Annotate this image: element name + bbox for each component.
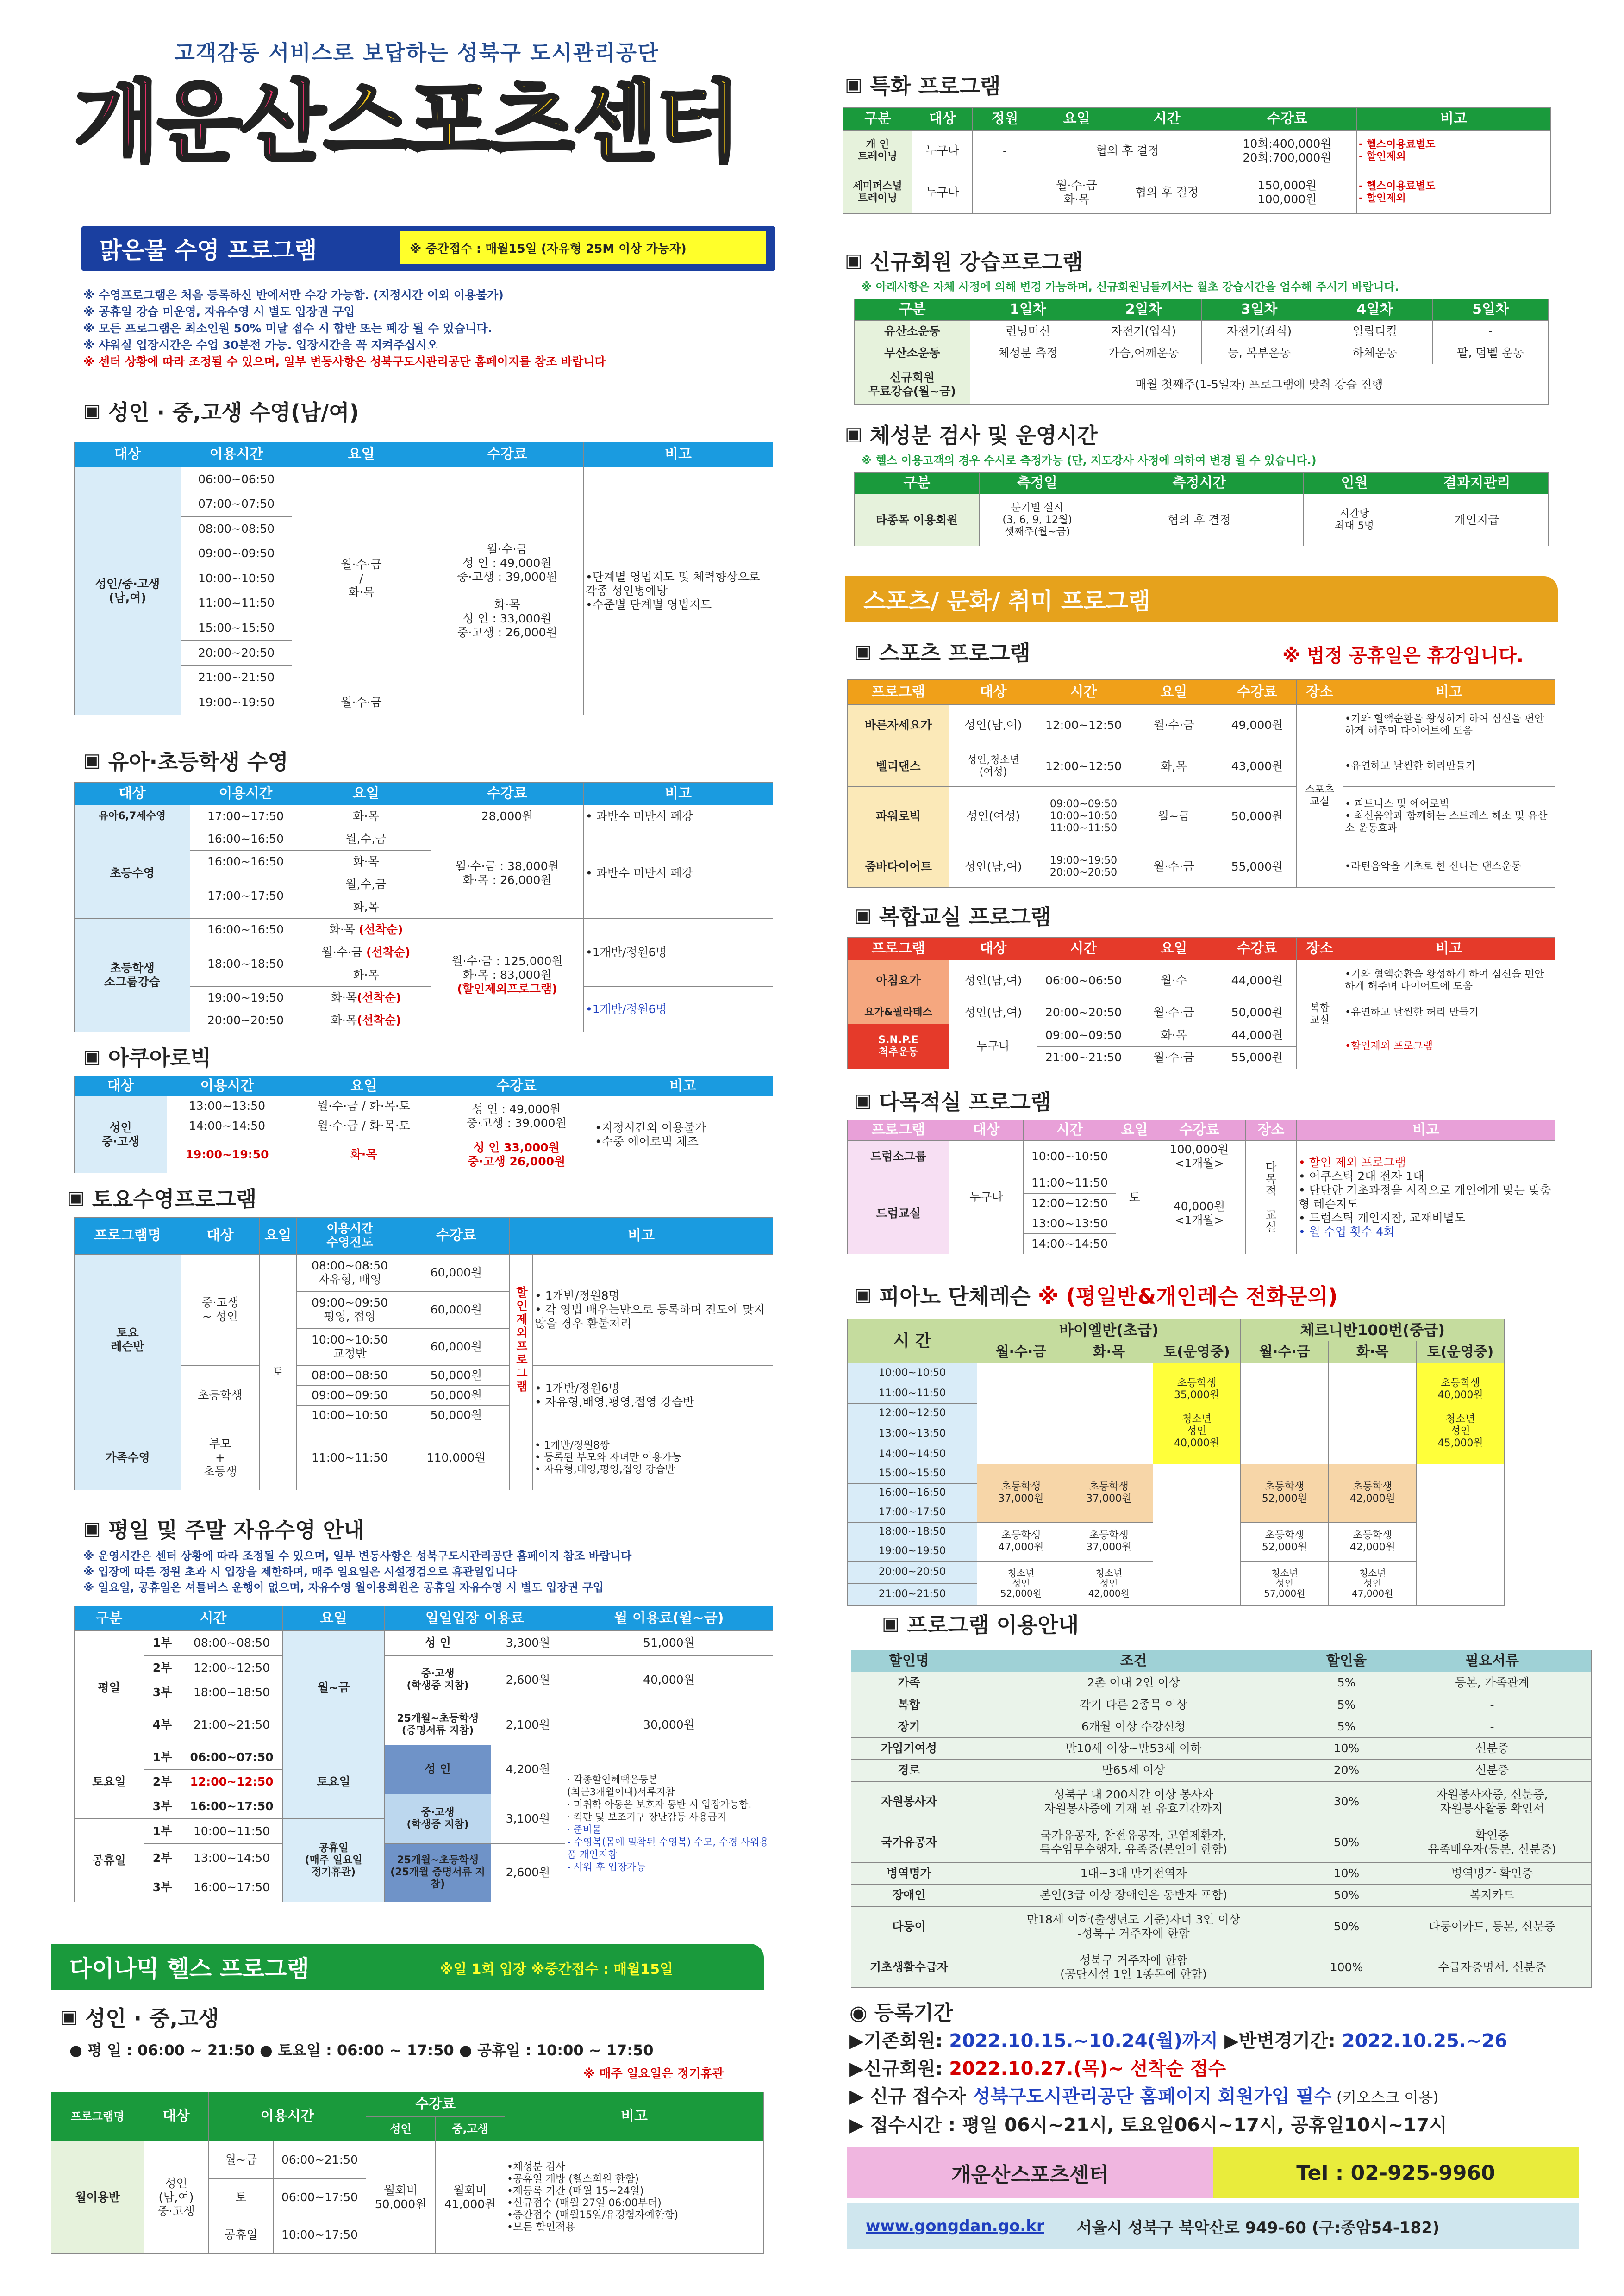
swim-notes: ※ 수영프로그램은 처음 등록하신 반에서만 수강 가능함. (지정시간 이외 이용불가) ※ 공휴일 강습 미운영, 자유수영 시 별도 입장권 구입 ※ 모든 프로그램은 최소인원 50% 미달 접수 시 합반 또는 폐강 될 수 있습니다. ※ 샤워실 입장시간은 수업 30분전 가능. 입장시간을 꼭 지켜주십시오 ※ 센터 상황에 따라 조정될 수 있으며, 일부 변동사항은 성북구도시관리공단 홈페이지를 참조 바랍니다 bbox=[83, 288, 606, 368]
holiday-note: ※ 법정 공휴일은 휴강입니다. bbox=[1282, 645, 1524, 666]
guide-table: 할인명 조건 할인율 필요서류 가족 2촌 이내 2인 이상 5% 등본, 가족관계 복합 각기 다른 2종목 이상 5% - 장기 6개월 이상 수강신청 5% - 가입기여성 만10세 이상~만53세 이하 10% 신분증 경로 만65세 이상 20% 신분증 자원봉사자 성북구 내 200시간 이상 봉사자 자원봉사증에 기재 된 유효기간까지 30% 자원봉사자증, 신분증, 자원봉사활동 확인서 국가유공자 국가유공자, 참전유공자, 고엽제환자, 특수임무수행자, 유족증(본인에 한함) 50% 확인증 유족배우자(등본, 신분증) 병역명가 1대~3대 만기전역자 10% 병역명가 확인증 장애인 본인(3급 이상 장애인은 동반자 포함) 50% 복지카드 다둥이 만18세 이하(출생년도 기준)자녀 3인 이상 -성북구 거주자에 한함 50% 다둥이카드, 등본, 신분증 기초생활수급자 성북구 거주자에 한함 (공단시설 1인 1종목에 한함) 100% 수급자증명서, 신분증 bbox=[851, 1650, 1592, 1988]
body-comp-note: ※ 헬스 이용고객의 경우 수시로 측정가능 (단, 지도강사 사정에 의하여 변경 될 수 있습니다.) bbox=[861, 454, 1317, 467]
adult-swim-table: 대상 이용시간 요일 수강료 비고 성인/중·고생 (남,여) 06:00~06:50 월·수·금 / 화·목 월·수·금 성 인 : 49,000원 중·고생 : 39,000원 화·목 성 인 : 33,000원 중·고생 : 26,000원 •단계별 영법지도 및 체력향상으로 각종 성인병예방 •수준별 단계별 영법지도 07:00~07:50 08:00~08:50 09:00~09:50 10:00~10:50 11:00~11:50 15:00~15:50 20:00~20:50 21:00~21:50 19:00~19:50 월·수·금 bbox=[74, 442, 773, 715]
section-sports: ▣ 스포츠 프로그램 bbox=[854, 641, 1031, 666]
section-piano: ▣ 피아노 단체레슨 ※ (평일반&개인레슨 전화문의) bbox=[854, 1284, 1338, 1309]
body-comp-table: 구분 측정일 측정시간 인원 결과지관리 타종목 이용회원 분기별 실시 (3, 6, 9, 12월) 셋째주(월~금) 협의 후 결정 시간당 최대 5명 개인지급 bbox=[854, 472, 1549, 546]
kids-swim-table: 대상 이용시간 요일 수강료 비고 유아6,7세수영 17:00~17:50 화·목 28,000원 • 과반수 미만시 폐강 초등수영 16:00~16:50 월,수,금 월·수·금 : 38,000원 화·목 : 26,000원 • 과반수 미만시 폐강 16:00~16:50 화·목 17:00~17:50 월,수,금 화,목 초등학생 소그룹강습 16:00~16:50 화·목 (선착순) 월·수·금 : 125,000원 화·목 : 83,000원 (할인제외프로그램) •1개반/정원6명 18:00~18:50 월·수·금 (선착순) 화·목 19:00~19:50 화·목(선착순) •1개반/정원6명 20:00~20:50 화·목(선착순) bbox=[74, 782, 773, 1032]
section-new-member: ▣ 신규회원 강습프로그램 bbox=[845, 249, 1083, 274]
special-table: 구분 대상 정원 요일 시간 수강료 비고 개 인 트레이닝 누구나 - 협의 후 결정 10회:400,000원 20회:700,000원 - 헬스이용료별도 - 할인제외 세미퍼스널 트레이닝 누구나 - 월·수·금 화·목 협의 후 결정 150,000원 100,000원 - 헬스이용료별도 - 할인제외 bbox=[843, 107, 1551, 214]
section-aquarobic: ▣ 아쿠아로빅 bbox=[83, 1045, 211, 1070]
health-program-bar: 다이나믹 헬스 프로그램 ※일 1회 입장 ※중간접수 : 매월15일 bbox=[51, 1944, 764, 1990]
culture-program-bar: 스포츠/ 문화/ 취미 프로그램 bbox=[845, 576, 1558, 622]
section-special: ▣ 특화 프로그램 bbox=[845, 74, 1001, 99]
section-multi: ▣ 다목적실 프로그램 bbox=[854, 1089, 1051, 1114]
footer-website-link[interactable]: www.gongdan.go.kr bbox=[866, 2217, 1044, 2235]
header-subtitle: 고객감동 서비스로 보답하는 성북구 도시관리공단 bbox=[174, 40, 659, 65]
footer-address-bar bbox=[847, 2203, 1579, 2249]
aquarobic-table: 대상 이용시간 요일 수강료 비고 성인 중·고생 13:00~13:50 월·수·금 / 화·목·토 성 인 : 49,000원 중·고생 : 39,000원 •지정시간외 이용불가 •수중 에어로빅 체조 14:00~14:50 월·수·금 / 화·목·토 19:00~19:50 화·목 성 인 33,000원 중·고생 26,000원 bbox=[74, 1076, 773, 1173]
section-adult-swim: ▣ 성인 · 중,고생 수영(남/여) bbox=[83, 400, 359, 425]
swim-badge: ※ 중간접수 : 매월15일 (자유형 25M 이상 가능자) bbox=[400, 231, 766, 264]
section-saturday-swim: ▣ 토요수영프로그램 bbox=[67, 1187, 257, 1212]
section-complex: ▣ 복합교실 프로그램 bbox=[854, 904, 1051, 929]
footer-center-name: 개운산스포츠센터 bbox=[847, 2147, 1213, 2198]
saturday-swim-table: 프로그램명 대상 요일 이용시간 수영진도 수강료 비고 토요 레슨반 중·고생 ~ 성인 토 08:00~08:50 자유형, 배영 60,000원 할인제외프로그램 • 1개반/정원8명 • 각 영법 배우는반으로 등록하며 진도에 맞지 않을 경우 환불처리 09:00~09:50 평영, 접영 60,000원 10:00~10:50 교정반 60,000원 초등학생 08:00~08:50 50,000원 • 1개반/정원6명 • 자유형,배영,평영,접영 강습반 09:00~09:50 50,000원 10:00~10:50 50,000원 가족수영 부모 + 초등생 11:00~11:50 110,000원 • 1개반/정원8쌍 • 등록된 부모와 자녀만 이용가능 • 자유형,배영,평영,접영 강습반 bbox=[74, 1217, 773, 1490]
new-member-note: ※ 아래사항은 자체 사정에 의해 변경 가능하며, 신규회원님들께서는 월초 강습시간을 엄수해 주시기 바랍니다. bbox=[861, 280, 1399, 293]
new-member-table: 구분 1일차 2일차 3일차 4일차 5일차 유산소운동 런닝머신 자전거(입식) 자전거(좌식) 일립티컬 - 무산소운동 체성분 측정 가슴,어깨운동 등, 복부운동 하체운동 팔, 덤벨 운동 신규회원 무료강습(월~금) 매월 첫째주(1-5일차) 프로그램에 맞춰 강습 진행 bbox=[854, 299, 1549, 405]
section-health-adult: ▣ 성인 · 중,고생 bbox=[60, 2006, 219, 2031]
page-title: 개운산스포츠센터 bbox=[74, 71, 739, 174]
health-table: 프로그램명 대상 이용시간 수강료 비고 성인 중,고생 월이용반 성인 (남,여) 중·고생 월~금 06:00~21:50 월회비 50,000원 월회비 41,000원 •체성분 검사 •공휴일 개방 (헬스회원 한함) •재등록 기간 (매월 15~24일) •신규접수 (매월 27일 06:00부터) •중간접수 (매월15일/유경험자예한함) •모든 할인적용 토 06:00~17:50 공휴일 10:00~17:50 bbox=[51, 2092, 764, 2254]
swim-program-bar: 맑은물 수영 프로그램 ※ 중간접수 : 매월15일 (자유형 25M 이상 가능자) bbox=[81, 226, 775, 271]
footer-address: 서울시 성북구 북악산로 949-60 (구:종암54-182) bbox=[1076, 2218, 1440, 2237]
section-body-comp: ▣ 체성분 검사 및 운영시간 bbox=[845, 423, 1098, 448]
registration-period: ◉ 등록기간 ▶기존회원: 2022.10.15.~10.24(월)까지 ▶반변경기간: 2022.10.25.~26 ▶신규회원: 2022.10.27.(목)~ 선착순 접수 ▶ 신규 접수자 성북구도시관리공단 홈페이지 회원가입 필수 (키오스크 이용) ▶ 접수시간 : 평일 06시~21시, 토요일06시~17시, 공휴일10시~17시 bbox=[849, 2001, 1508, 2136]
section-free-swim: ▣ 평일 및 주말 자유수영 안내 bbox=[83, 1518, 364, 1543]
footer-tel: Tel : 02-925-9960 bbox=[1213, 2147, 1579, 2198]
multi-table: 프로그램 대상 시간 요일 수강료 장소 비고 드럼소그룹 누구나 10:00~10:50 토 100,000원 <1개월> 다 목 적 교 실 • 할인 제외 프로그램 • 어쿠스틱 2대 전자 1대 • 탄탄한 기초과정을 시작으로 개인에게 맞는 맞춤형 레슨지도 • 드럼스틱 개인지참, 교재비별도 • 월 수업 횟수 4회 드럼교실 11:00~11:50 40,000원 <1개월> 12:00~12:50 13:00~13:50 14:00~14:50 bbox=[847, 1120, 1555, 1254]
sports-table: 프로그램 대상 시간 요일 수강료 장소 비고 바른자세요가 성인(남,여) 12:00~12:50 월·수·금 49,000원 스포츠 교실 •기와 혈액순환을 왕성하게 하여 심신을 편안하게 해주며 다이어트에 도움 벨리댄스 성인,청소년 (여성) 12:00~12:50 화,목 43,000원 •유연하고 날씬한 허리만들기 파워로빅 성인(여성) 09:00~09:50 10:00~10:50 11:00~11:50 월~금 50,000원 • 피트니스 및 에어로빅 • 최신음악과 함께하는 스트레스 해소 및 유산소 운동효과 줌바다이어트 성인(남,여) 19:00~19:50 20:00~20:50 월·수·금 55,000원 •라틴음악을 기초로 한 신나는 댄스운동 bbox=[847, 679, 1555, 888]
free-swim-table: 구분 시간 요일 일일입장 이용료 월 이용료(월~금) 평일 1부 08:00~08:50 월~금 성 인 3,300원 51,000원 2부 12:00~12:50 중·고생 (학생증 지참) 2,600원 40,000원 3부 18:00~18:50 4부 21:00~21:50 25개월~초등학생 (증명서류 지참) 2,100원 30,000원 토요일 1부 06:00~07:50 토요일 성 인 4,200원 · 각종할인혜택은등본 (최근3개월이내)서류지참 · 미취학 아동은 보호자 동반 시 입장가능함. · 킥판 및 보조기구 장난감등 사용금지 · 준비물 - 수영복(몸에 밀착된 수영복) 수모, 수경 사워용품 개인지참 - 샤워 후 입장가능 2부 12:00~12:50 3부 16:00~17:50 중·고생 (학생증 지참) 3,100원 공휴일 1부 10:00~11:50 공휴일 (매주 일요일 정기휴관) 2부 13:00~14:50 25개월~초등학생 (25개월 증명서류 지참) 2,600원 3부 16:00~17:50 bbox=[74, 1606, 773, 1902]
section-guide: ▣ 프로그램 이용안내 bbox=[882, 1612, 1079, 1637]
complex-table: 프로그램 대상 시간 요일 수강료 장소 비고 아침요가 성인(남,여) 06:00~06:50 월·수 44,000원 복합 교실 •기와 혈액순환을 왕성하게 하여 심신을 편안하게 해주며 다이어트에 도움 요가&필라테스 성인(남,여) 20:00~20:50 월·수·금 50,000원 •유연하고 날씬한 허리 만들기 S.N.P.E 척추운동 누구나 09:00~09:50 화·목 44,000원 •할인제외 프로그램 21:00~21:50 월·수·금 55,000원 bbox=[847, 937, 1555, 1069]
piano-table: 시 간 바이엘반(초급) 체르니반100번(중급) 월·수·금 화·목 토(운영중) 월·수·금 화·목 토(운영중) 10:00~10:50 초등학생 35,000원 청소년 성인 40,000원 초등학생 40,000원 청소년 성인 45,000원 11:00~11:50 12:00~12:50 13:00~13:50 14:00~14:50 15:00~15:50 초등학생 37,000원 초등학생 37,000원 초등학생 52,000원 초등학생 42,000원 16:00~16:50 17:00~17:50 18:00~18:50 초등학생 47,000원 초등학생 37,000원 초등학생 52,000원 초등학생 42,000원 19:00~19:50 20:00~20:50 청소년 성인 52,000원 청소년 성인 42,000원 청소년 성인 57,000원 청소년 성인 47,000원 21:00~21:50 bbox=[847, 1319, 1505, 1606]
section-kids-swim: ▣ 유아·초등학생 수영 bbox=[83, 749, 288, 774]
health-closed-note: ※ 매주 일요일은 정기휴관 bbox=[583, 2067, 724, 2081]
free-swim-notes: ※ 운영시간은 센터 상황에 따라 조정될 수 있으며, 일부 변동사항은 성북구도시관리공단 홈페이지 참조 바랍니다 ※ 입장에 따른 정원 초과 시 입장을 제한하며, 매주 일요일은 시설정검으로 휴관일입니다 ※ 일요일, 공휴일은 셔틀버스 운행이 없으며, 자유수영 월이용회원은 공휴일 자유수영 시 별도 입장권 구입 bbox=[83, 1549, 632, 1594]
footer-contact bbox=[847, 2147, 1579, 2198]
health-hours: ● 평 일 : 06:00 ~ 21:50 ● 토요일 : 06:00 ~ 17:50 ● 공휴일 : 10:00 ~ 17:50 bbox=[69, 2041, 654, 2059]
